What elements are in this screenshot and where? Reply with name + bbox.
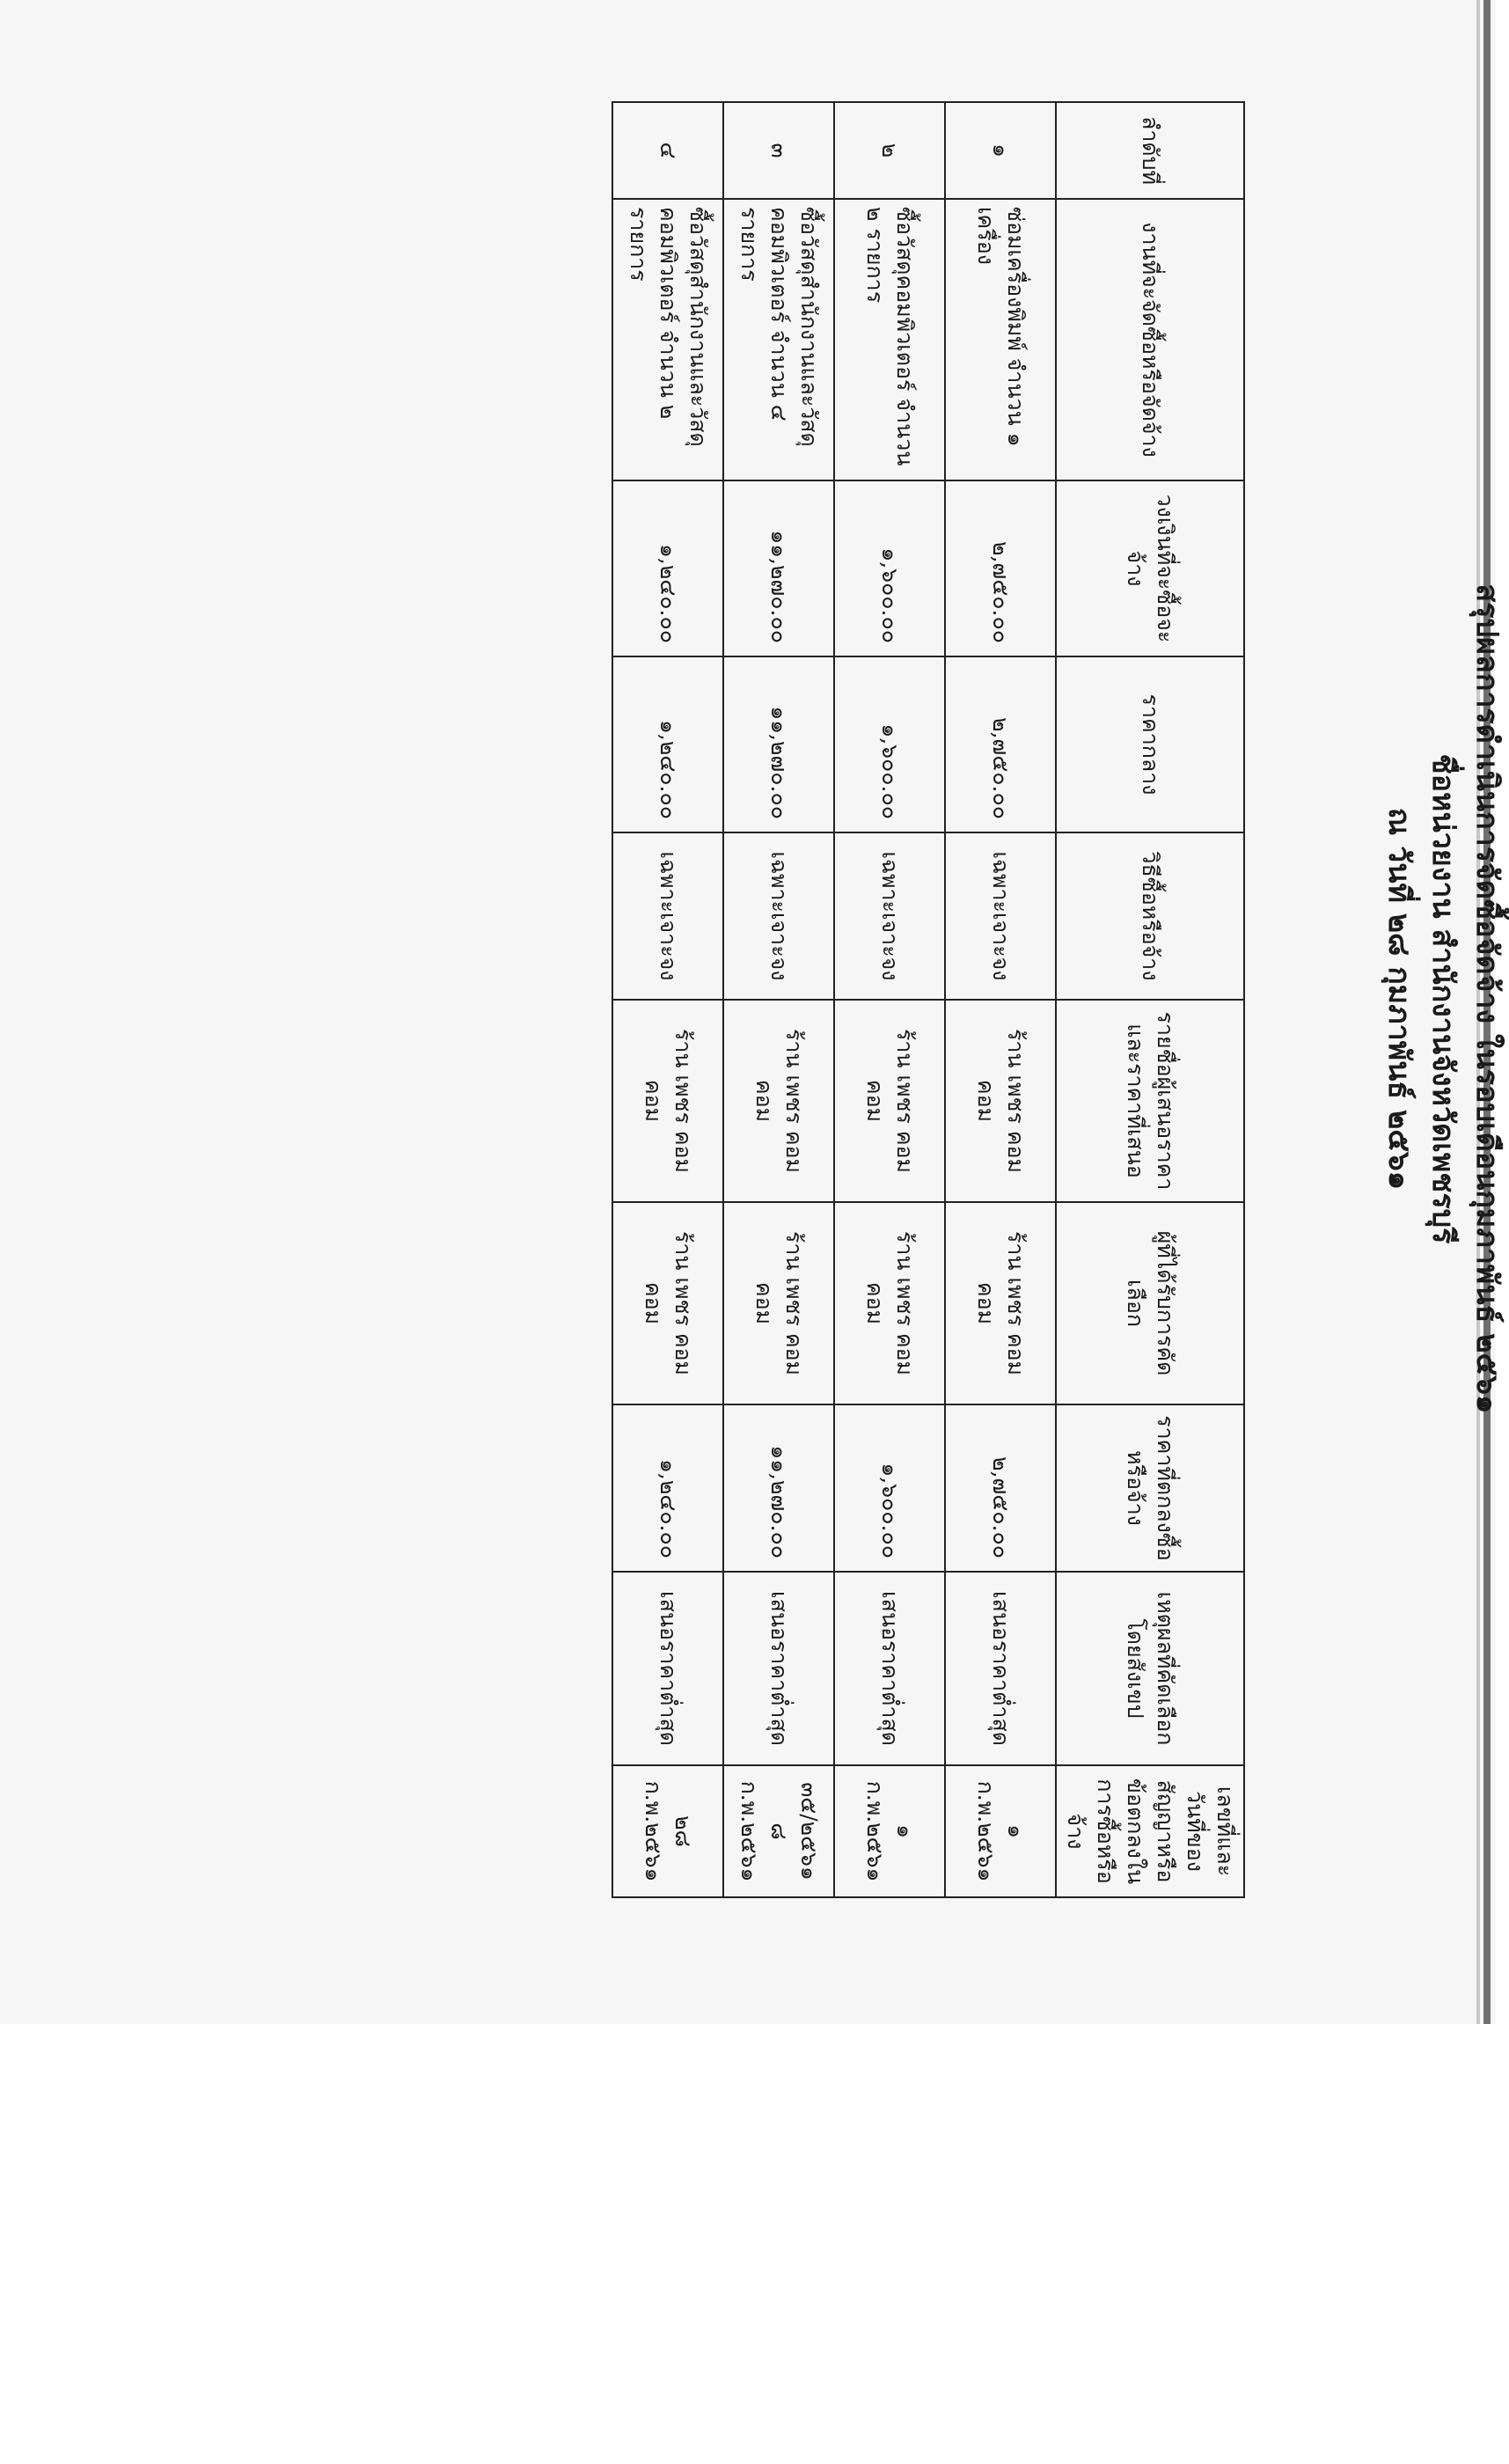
header-work: งานที่จะจัดซื้อหรือจัดจ้าง: [1056, 199, 1244, 480]
cell-selected: ร้าน เพชร คอมคอม: [612, 1202, 723, 1404]
cell-agreed-price: ๑,๖๐๐.๐๐: [834, 1404, 945, 1572]
header-reason: เหตุผลที่คัดเลือกโดยสังเขป: [1056, 1572, 1244, 1765]
cell-bidders: ร้าน เพชร คอมคอม: [612, 1000, 723, 1202]
document-header: [1377, 101, 1509, 1896]
cell-selected: ร้าน เพชร คอมคอม: [945, 1202, 1056, 1404]
table-row: [945, 102, 1056, 1897]
cell-contract: ๑ ก.พ.๒๕๖๑: [834, 1765, 945, 1897]
table-header-row: [1056, 102, 1244, 1897]
report-date: ณ วันที่ ๒๘ กุมภาพันธ์ ๒๕๖๑: [1381, 807, 1417, 1191]
document-title: สรุปผลการดำเนินการจัดซื้อจัดจ้าง ในรอบเดือนกุมภาพันธ์ ๒๕๖๑: [1469, 583, 1505, 1414]
cell-agreed-price: ๑,๒๔๐.๐๐: [612, 1404, 723, 1572]
cell-work: ซื้อวัสดุสำนักงานและวัสดุคอมพิวเตอร์ จำนวน ๔ รายการ: [723, 199, 834, 480]
header-median-price: ราคากลาง: [1056, 656, 1244, 832]
cell-reason: เสนอราคาต่ำสุด: [834, 1572, 945, 1765]
cell-bidders: ร้าน เพชร คอมคอม: [945, 1000, 1056, 1202]
cell-median-price: ๑,๖๐๐.๐๐: [834, 656, 945, 832]
cell-median-price: ๑๑,๒๗๐.๐๐: [723, 656, 834, 832]
cell-budget: ๑๑,๒๗๐.๐๐: [723, 480, 834, 656]
cell-method: เฉพาะเจาะจง: [612, 832, 723, 1000]
cell-contract: ๑ ก.พ.๒๕๖๑: [945, 1765, 1056, 1897]
header-contract: เลขที่และวันที่ของสัญญาหรือข้อตกลงในการซื้อหรือจ้าง: [1056, 1765, 1244, 1897]
cell-order: ๑: [945, 102, 1056, 199]
header-bidders: รายชื่อผู้เสนอราคาและราคาที่เสนอ: [1056, 1000, 1244, 1202]
cell-order: ๓: [723, 102, 834, 199]
cell-selected: ร้าน เพชร คอมคอม: [723, 1202, 834, 1404]
cell-bidders: ร้าน เพชร คอมคอม: [723, 1000, 834, 1202]
cell-work: ซื้อวัสดุสำนักงานและวัสดุคอมพิวเตอร์ จำนวน ๒ รายการ: [612, 199, 723, 480]
cell-reason: เสนอราคาต่ำสุด: [612, 1572, 723, 1765]
table-row: [834, 102, 945, 1897]
cell-contract: ๒๘ ก.พ.๒๕๖๑: [612, 1765, 723, 1897]
header-agreed-price: ราคาที่ตกลงซื้อหรือจ้าง: [1056, 1404, 1244, 1572]
cell-method: เฉพาะเจาะจง: [834, 832, 945, 1000]
agency-name: ชื่อหน่วยงาน สำนักงานจังหวัดเพชรบุรี: [1425, 753, 1461, 1244]
cell-order: ๒: [834, 102, 945, 199]
cell-median-price: ๑,๒๔๐.๐๐: [612, 656, 723, 832]
header-order: ลำดับที่: [1056, 102, 1244, 199]
cell-reason: เสนอราคาต่ำสุด: [945, 1572, 1056, 1765]
header-budget: วงเงินที่จะซื้อจะจ้าง: [1056, 480, 1244, 656]
cell-bidders: ร้าน เพชร คอมคอม: [834, 1000, 945, 1202]
cell-selected: ร้าน เพชร คอมคอม: [834, 1202, 945, 1404]
table-row: [723, 102, 834, 1897]
cell-budget: ๒,๗๕๐.๐๐: [945, 480, 1056, 656]
header-selected: ผู้ที่ได้รับการคัดเลือก: [1056, 1202, 1244, 1404]
cell-method: เฉพาะเจาะจง: [723, 832, 834, 1000]
cell-contract: ๓๕/๒๕๖๑ ๘ ก.พ.๒๕๖๑: [723, 1765, 834, 1897]
procurement-table: [612, 101, 1245, 1898]
cell-budget: ๑,๖๐๐.๐๐: [834, 480, 945, 656]
rotated-document: [585, 101, 1509, 1896]
cell-agreed-price: ๑๑,๒๗๐.๐๐: [723, 1404, 834, 1572]
cell-budget: ๑,๒๔๐.๐๐: [612, 480, 723, 656]
cell-median-price: ๒,๗๕๐.๐๐: [945, 656, 1056, 832]
cell-work: ซ่อมเครื่องพิมพ์ จำนวน ๑ เครื่อง: [945, 199, 1056, 480]
cell-reason: เสนอราคาต่ำสุด: [723, 1572, 834, 1765]
table-row: [612, 102, 723, 1897]
cell-work: ซื้อวัสดุคอมพิวเตอร์ จำนวน ๒ รายการ: [834, 199, 945, 480]
cell-method: เฉพาะเจาะจง: [945, 832, 1056, 1000]
header-method: วิธีซื้อหรือจ้าง: [1056, 832, 1244, 1000]
cell-agreed-price: ๒,๗๕๐.๐๐: [945, 1404, 1056, 1572]
cell-order: ๔: [612, 102, 723, 199]
